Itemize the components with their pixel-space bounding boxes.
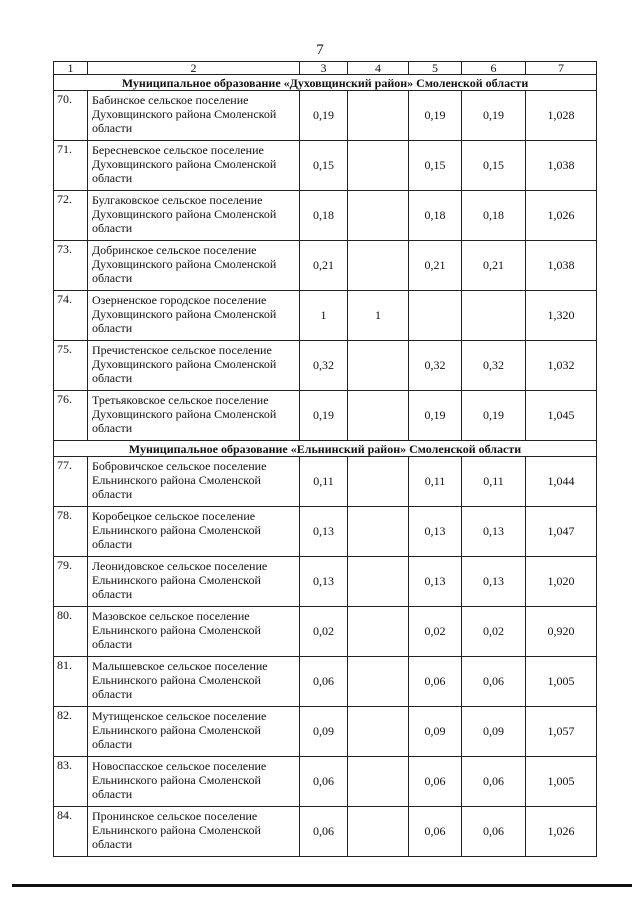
table-row [54, 341, 597, 391]
settlement-name: Пречистенское сельское поселение Духовщинского района Смоленской области [88, 341, 300, 391]
settlement-name: Бобровичское сельское поселение Ельнинского района Смоленской области [88, 457, 300, 507]
column-header: 1 [54, 62, 88, 75]
value-col-3: 0,19 [300, 391, 348, 441]
table-row [54, 91, 597, 141]
section-header-row [54, 75, 597, 91]
value-col-4 [348, 757, 409, 807]
value-col-4 [348, 707, 409, 757]
value-col-3: 0,09 [300, 707, 348, 757]
column-header: 5 [409, 62, 462, 75]
value-col-4 [348, 557, 409, 607]
value-col-4 [348, 91, 409, 141]
value-col-6: 0,13 [462, 557, 526, 607]
value-col-4 [348, 341, 409, 391]
value-col-6: 0,21 [462, 241, 526, 291]
value-col-5: 0,02 [409, 607, 462, 657]
column-header: 4 [348, 62, 409, 75]
row-number: 76. [54, 391, 88, 441]
page-number: 7 [316, 42, 324, 58]
value-col-5: 0,06 [409, 657, 462, 707]
value-col-7: 1,038 [526, 241, 597, 291]
settlement-name: Мутищенское сельское поселение Ельнинского района Смоленской области [88, 707, 300, 757]
value-col-6: 0,13 [462, 507, 526, 557]
row-number: 83. [54, 757, 88, 807]
column-header: 3 [300, 62, 348, 75]
value-col-3: 0,18 [300, 191, 348, 241]
value-col-4 [348, 391, 409, 441]
row-number: 72. [54, 191, 88, 241]
table-row [54, 707, 597, 757]
value-col-5 [409, 291, 462, 341]
row-number: 81. [54, 657, 88, 707]
value-col-7: 1,005 [526, 757, 597, 807]
settlement-name: Добринское сельское поселение Духовщинского района Смоленской области [88, 241, 300, 291]
row-number: 73. [54, 241, 88, 291]
value-col-3: 0,21 [300, 241, 348, 291]
value-col-3: 0,11 [300, 457, 348, 507]
table-row [54, 191, 597, 241]
value-col-3: 0,19 [300, 91, 348, 141]
value-col-5: 0,06 [409, 807, 462, 857]
value-col-6: 0,19 [462, 91, 526, 141]
table-row [54, 141, 597, 191]
value-col-7: 1,032 [526, 341, 597, 391]
value-col-5: 0,19 [409, 391, 462, 441]
row-number: 84. [54, 807, 88, 857]
table-row [54, 557, 597, 607]
value-col-3: 0,06 [300, 657, 348, 707]
value-col-4 [348, 241, 409, 291]
row-number: 78. [54, 507, 88, 557]
value-col-7: 1,028 [526, 91, 597, 141]
value-col-5: 0,13 [409, 507, 462, 557]
settlement-name: Булгаковское сельское поселение Духовщинского района Смоленской области [88, 191, 300, 241]
data-table [53, 61, 597, 857]
value-col-4 [348, 191, 409, 241]
settlement-name: Третьяковское сельское поселение Духовщинского района Смоленской области [88, 391, 300, 441]
value-col-7: 0,920 [526, 607, 597, 657]
value-col-3: 1 [300, 291, 348, 341]
value-col-6: 0,32 [462, 341, 526, 391]
value-col-4 [348, 657, 409, 707]
row-number: 80. [54, 607, 88, 657]
section-title: Муниципальное образование «Ельнинский район» Смоленской области [54, 441, 597, 457]
value-col-6: 0,18 [462, 191, 526, 241]
settlement-name: Леонидовское сельское поселение Ельнинского района Смоленской области [88, 557, 300, 607]
value-col-6: 0,09 [462, 707, 526, 757]
settlement-name: Бересневское сельское поселение Духовщинского района Смоленской области [88, 141, 300, 191]
table-row [54, 807, 597, 857]
value-col-6: 0,02 [462, 607, 526, 657]
value-col-7: 1,026 [526, 191, 597, 241]
settlement-name: Новоспасское сельское поселение Ельнинского района Смоленской области [88, 757, 300, 807]
value-col-5: 0,21 [409, 241, 462, 291]
table-row [54, 457, 597, 507]
value-col-6: 0,06 [462, 757, 526, 807]
value-col-7: 1,320 [526, 291, 597, 341]
row-number: 77. [54, 457, 88, 507]
value-col-5: 0,32 [409, 341, 462, 391]
settlement-name: Пронинское сельское поселение Ельнинского района Смоленской области [88, 807, 300, 857]
value-col-5: 0,13 [409, 557, 462, 607]
value-col-3: 0,32 [300, 341, 348, 391]
row-number: 74. [54, 291, 88, 341]
value-col-7: 1,047 [526, 507, 597, 557]
settlement-name: Мазовское сельское поселение Ельнинского района Смоленской области [88, 607, 300, 657]
table-row [54, 391, 597, 441]
value-col-5: 0,15 [409, 141, 462, 191]
value-col-3: 0,13 [300, 507, 348, 557]
section-title: Муниципальное образование «Духовщинский район» Смоленской области [54, 75, 597, 91]
value-col-6 [462, 291, 526, 341]
settlement-name: Озерненское городское поселение Духовщинского района Смоленской области [88, 291, 300, 341]
value-col-7: 1,045 [526, 391, 597, 441]
value-col-3: 0,06 [300, 757, 348, 807]
value-col-6: 0,11 [462, 457, 526, 507]
value-col-5: 0,11 [409, 457, 462, 507]
value-col-3: 0,02 [300, 607, 348, 657]
row-number: 71. [54, 141, 88, 191]
value-col-3: 0,06 [300, 807, 348, 857]
table-row [54, 507, 597, 557]
settlement-name: Коробецкое сельское поселение Ельнинского района Смоленской области [88, 507, 300, 557]
value-col-5: 0,06 [409, 757, 462, 807]
table-row [54, 757, 597, 807]
header-row [54, 62, 597, 75]
value-col-6: 0,06 [462, 807, 526, 857]
value-col-6: 0,15 [462, 141, 526, 191]
value-col-6: 0,19 [462, 391, 526, 441]
table-row [54, 657, 597, 707]
value-col-7: 1,005 [526, 657, 597, 707]
row-number: 79. [54, 557, 88, 607]
value-col-3: 0,15 [300, 141, 348, 191]
value-col-4 [348, 141, 409, 191]
value-col-4 [348, 607, 409, 657]
value-col-7: 1,057 [526, 707, 597, 757]
row-number: 82. [54, 707, 88, 757]
value-col-5: 0,19 [409, 91, 462, 141]
row-number: 70. [54, 91, 88, 141]
value-col-6: 0,06 [462, 657, 526, 707]
settlement-name: Малышевское сельское поселение Ельнинского района Смоленской области [88, 657, 300, 707]
value-col-3: 0,13 [300, 557, 348, 607]
table-row [54, 607, 597, 657]
value-col-4: 1 [348, 291, 409, 341]
section-header-row [54, 441, 597, 457]
table-row [54, 291, 597, 341]
column-header: 2 [88, 62, 300, 75]
value-col-5: 0,18 [409, 191, 462, 241]
value-col-5: 0,09 [409, 707, 462, 757]
value-col-4 [348, 807, 409, 857]
value-col-7: 1,044 [526, 457, 597, 507]
column-header: 6 [462, 62, 526, 75]
value-col-4 [348, 507, 409, 557]
bottom-rule [12, 884, 632, 887]
value-col-7: 1,038 [526, 141, 597, 191]
value-col-7: 1,020 [526, 557, 597, 607]
table-row [54, 241, 597, 291]
value-col-7: 1,026 [526, 807, 597, 857]
settlement-name: Бабинское сельское поселение Духовщинского района Смоленской области [88, 91, 300, 141]
column-header: 7 [526, 62, 597, 75]
value-col-4 [348, 457, 409, 507]
row-number: 75. [54, 341, 88, 391]
